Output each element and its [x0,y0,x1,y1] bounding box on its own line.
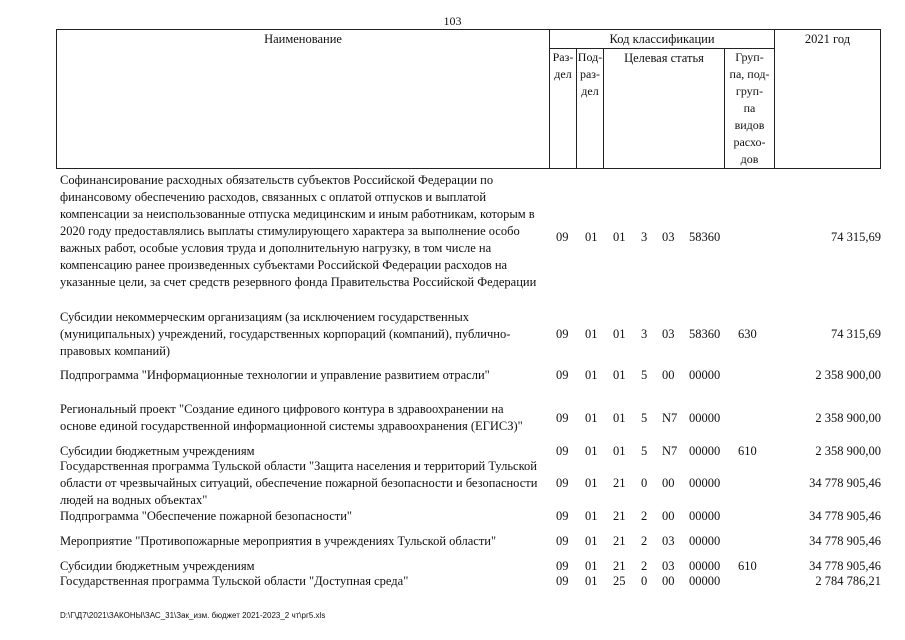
row-name: Субсидии бюджетным учреждениям [60,559,255,573]
event-code: 00 [662,509,675,523]
subsection-code: 01 [585,559,598,573]
section-code: 09 [556,411,569,425]
subprogram-code: 0 [641,476,648,490]
section-code: 09 [556,444,569,458]
direction-code: 00000 [689,574,721,588]
direction-code: 00000 [689,476,721,490]
subprogram-code: 5 [641,444,648,458]
section-code: 09 [556,559,569,573]
header-year: 2021 год [775,30,881,169]
subprogram-code: 0 [641,574,648,588]
section-code: 09 [556,327,569,341]
direction-code: 00000 [689,534,721,548]
subprogram-code: 5 [641,411,648,425]
row-name: Софинансирование расходных обязательств субъектов Российской Федерации по финансовому обеспечению расходов, связанных с оплатой отпусков и выплатой компенсации за неиспользованные отпуска медицинским и иным работникам, которым в 2020 году предоставлялись выплаты стимулирующего характера за выполнение особо важных работ, особые условия труда и дополнительную нагрузку, в том числе на компенсацию ранее произведенных субъектами Российской Федерации расходов на указанные цели, за счет средств резервного фонда Правительства Российской Федерации [60,173,537,289]
event-code: 03 [662,559,675,573]
subsection-code: 01 [585,411,598,425]
row-name: Региональный проект "Создание единого цифрового контура в здравоохранении на основе единой государственной информационной системы здравоохранения (ЕГИСЗ)" [60,402,523,433]
amount: 2 358 900,00 [815,368,881,382]
amount: 34 778 905,46 [809,476,881,490]
expense-type-code: 630 [738,327,757,341]
section-code: 09 [556,534,569,548]
event-code: 03 [662,534,675,548]
program-code: 01 [613,230,626,244]
row-name: Субсидии некоммерческим организациям (за исключением государственных (муниципальных) учреждений, государственных корпораций (компаний), публично-правовых компаний) [60,310,511,358]
header-section: Раз- дел [550,49,577,169]
program-code: 01 [613,444,626,458]
subsection-code: 01 [585,534,598,548]
subsection-code: 01 [585,574,598,588]
program-code: 21 [613,476,626,490]
page-number: 103 [443,14,462,28]
event-code: 00 [662,574,675,588]
event-code: N7 [662,444,678,458]
subsection-code: 01 [585,444,598,458]
direction-code: 00000 [689,411,721,425]
program-code: 21 [613,509,626,523]
amount: 2 784 786,21 [815,574,881,588]
subsection-code: 01 [585,230,598,244]
event-code: 00 [662,476,675,490]
header-subsection: Под- раз- дел [577,49,604,169]
amount: 34 778 905,46 [809,509,881,523]
program-code: 01 [613,327,626,341]
program-code: 25 [613,574,626,588]
header-classification: Код классификации [550,30,775,49]
file-path-footer: D:\Г\Д7\2021\ЗАКОНЫ\ЗАС_31\Зак_изм. бюджет 2021-2023_2 чт\рг5.xls [60,611,326,620]
subsection-code: 01 [585,476,598,490]
amount: 34 778 905,46 [809,559,881,573]
row-name: Мероприятие "Противопожарные мероприятия в учреждениях Тульской области" [60,534,497,548]
expense-type-code: 610 [738,444,757,458]
row-name: Государственная программа Тульской области "Доступная среда" [60,574,409,588]
event-code: N7 [662,411,678,425]
direction-code: 00000 [689,444,721,458]
program-code: 01 [613,411,626,425]
amount: 34 778 905,46 [809,534,881,548]
amount: 2 358 900,00 [815,444,881,458]
event-code: 03 [662,230,675,244]
header-name: Наименование [57,30,550,169]
header-target: Целевая статья [604,49,725,169]
subprogram-code: 3 [641,327,648,341]
row-name: Государственная программа Тульской области "Защита населения и территорий Тульской области от чрезвычайных ситуаций, обеспечение пожарной безопасности и безопасности людей на водных объектах" [60,459,538,507]
section-code: 09 [556,574,569,588]
subprogram-code: 2 [641,534,648,548]
program-code: 01 [613,368,626,382]
amount: 2 358 900,00 [815,411,881,425]
section-code: 09 [556,368,569,382]
subprogram-code: 2 [641,559,648,573]
subsection-code: 01 [585,327,598,341]
subprogram-code: 5 [641,368,648,382]
direction-code: 00000 [689,509,721,523]
subsection-code: 01 [585,368,598,382]
program-code: 21 [613,534,626,548]
subprogram-code: 3 [641,230,648,244]
event-code: 00 [662,368,675,382]
amount: 74 315,69 [831,230,881,244]
direction-code: 58360 [689,230,721,244]
section-code: 09 [556,476,569,490]
header-group: Груп- па, под- груп- па видов расхо- дов [725,49,775,169]
section-code: 09 [556,230,569,244]
section-code: 09 [556,509,569,523]
expense-type-code: 610 [738,559,757,573]
amount: 74 315,69 [831,327,881,341]
table-header [56,29,881,169]
direction-code: 00000 [689,559,721,573]
event-code: 03 [662,327,675,341]
program-code: 21 [613,559,626,573]
direction-code: 00000 [689,368,721,382]
row-name: Подпрограмма "Информационные технологии и управление развитием отрасли" [60,368,490,382]
direction-code: 58360 [689,327,721,341]
subprogram-code: 2 [641,509,648,523]
row-name: Подпрограмма "Обеспечение пожарной безопасности" [60,509,353,523]
subsection-code: 01 [585,509,598,523]
row-name: Субсидии бюджетным учреждениям [60,444,255,458]
